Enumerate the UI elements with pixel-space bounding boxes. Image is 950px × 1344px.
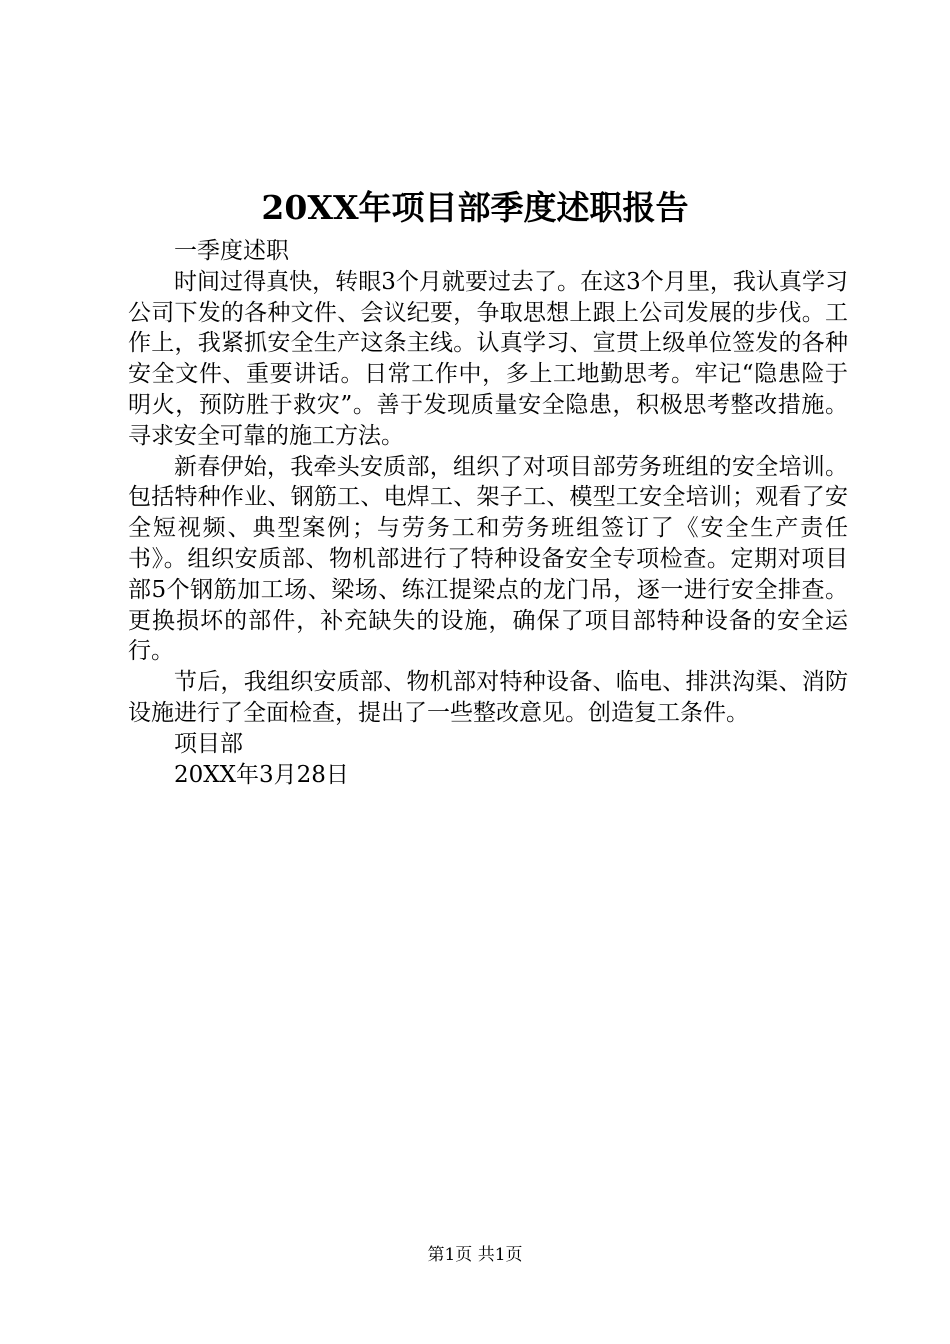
paragraph-2: 新春伊始，我牵头安质部，组织了对项目部劳务班组的安全培训。包括特种作业、钢筋工、电焊工、架子工、模型工安全培训；观看了安全短视频、典型案例；与劳务工和劳务班组签订了《安全生产责任书》。组织安质部、物机部进行了特种设备安全专项检查。定期对项目部5个钢筋加工场、梁场、练江提梁点的龙门吊，逐一进行安全排查。更换损坏的部件，补充缺失的设施，确保了项目部特种设备的安全运行。	[128, 453, 848, 665]
section-heading: 一季度述职	[174, 238, 289, 264]
paragraph-3: 节后，我组织安质部、物机部对特种设备、临电、排洪沟渠、消防设施进行了全面检查，提出了一些整改意见。创造复工条件。	[128, 669, 848, 726]
page-footer: 第1页 共1页	[427, 1245, 523, 1265]
document-body	[128, 236, 848, 790]
signature-date: 20XX年3月28日	[174, 761, 349, 788]
signature-department: 项目部	[174, 730, 243, 757]
document-title: 20XX年项目部季度述职报告	[261, 188, 689, 227]
paragraph-1: 时间过得真快，转眼3个月就要过去了。在这3个月里，我认真学习公司下发的各种文件、会议纪要，争取思想上跟上公司发展的步伐。工作上，我紧抓安全生产这条主线。认真学习、宣贯上级单位签发的各种安全文件、重要讲话。日常工作中，多上工地勤思考。牢记“隐患险于明火，预防胜于救灾”。善于发现质量安全隐患，积极思考整改措施。寻求安全可靠的施工方法。	[128, 268, 848, 449]
